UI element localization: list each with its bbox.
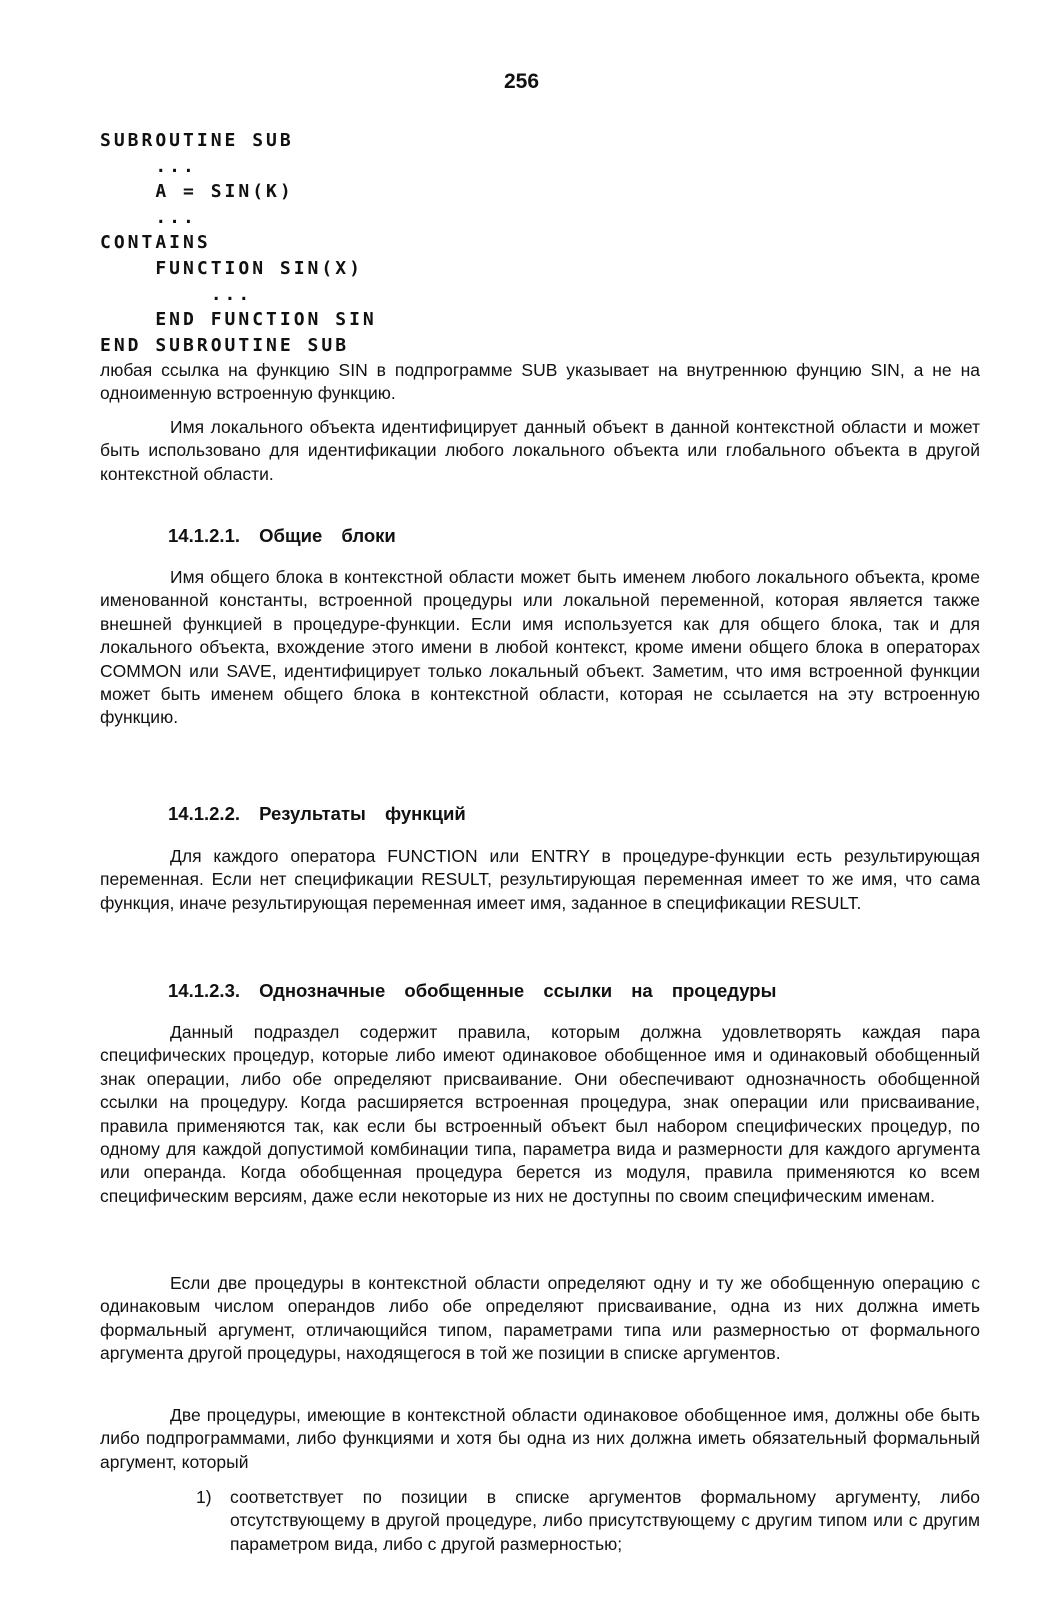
- paragraph-generic-rules: Данный подраздел содержит правила, которым должна удовлетворять каждая пара специфических процедур, которые либо имеют одинаковое обобщенное имя и одинаковый обобщенный знак операции, либо обе определяют присваивание. Они обеспечивают однозначность обобщенной ссылки на процедуру. Когда расширяется встроенная процедура, знак операции или присваивание, правила применяются так, как если бы встроенный объект был набором специфических процедур, по одному для каждой допустимой комбинации типа, параметра вида и размерности для каждого аргумента или операнда. Когда обобщенная процедура берется из модуля, правила применяются ко всем специфическим версиям, даже если некоторые из них не доступны по своим специфическим именам.: [100, 1022, 980, 1206]
- paragraph-generic-names: Две процедуры, имеющие в контекстной области одинаковое обобщенное имя, должны обе быть либо подпрограммами, либо функциями и хотя бы одна из них должна иметь обязательный формальный аргумент, который: [100, 1405, 980, 1472]
- code-line: END SUBROUTINE SUB: [100, 334, 350, 356]
- code-line: A = SIN(K): [100, 181, 294, 203]
- paragraph-function-results: Для каждого оператора FUNCTION или ENTRY в процедуре-функции есть результирующая переменная. Если нет спецификации RESULT, результирующая переменная имеет то же имя, что сама функция, иначе результирующая переменная имеет имя, заданное в спецификации RESULT.: [100, 846, 980, 913]
- list-item-number: 1): [196, 1487, 212, 1507]
- page-number: 256: [503, 70, 540, 93]
- list-item-text: соответствует по позиции в списке аргументов формальному аргументу, либо отсутствующему в другой процедуре, либо присутствующему с другим типом или с другим параметром вида, либо с другой размерностью;: [230, 1487, 980, 1554]
- code-line: ...: [100, 283, 253, 305]
- section-heading-generic-references: 14.1.2.3. Однозначные обобщенные ссылки на процедуры: [168, 980, 777, 1001]
- section-heading-function-results: 14.1.2.2. Результаты функций: [168, 803, 466, 824]
- code-listing: [100, 128, 377, 358]
- code-line: ...: [100, 155, 197, 177]
- code-line: FUNCTION SIN(X): [100, 257, 363, 279]
- section-heading-common-blocks: 14.1.2.1. Общие блоки: [168, 525, 396, 546]
- list-item: [100, 1486, 980, 1580]
- code-line: ...: [100, 206, 197, 228]
- code-line: END FUNCTION SIN: [100, 309, 377, 331]
- paragraph-common-blocks: Имя общего блока в контекстной области может быть именем любого локального объекта, кроме именованной константы, встроенной процедуры или локальной переменной, которая является также внешней функцией в процедуре-функции. Если имя используется как для общего блока, так и для локального объекта, вхождение этого имени в любой контекст, кроме имени общего блока в операторах COMMON или SAVE, идентифицирует только локальный объект. Заметим, что имя встроенной функции может быть именем общего блока в контекстной области, которая не ссылается на эту встроенную функцию.: [100, 567, 980, 728]
- code-line: CONTAINS: [100, 232, 211, 254]
- paragraph-generic-operations: Если две процедуры в контекстной области определяют одну и ту же обобщенную операцию с одинаковым числом операндов либо обе определяют присваивание, одна из них должна иметь формальный аргумент, отличающийся типом, параметрами типа или размерностью от формального аргумента другой процедуры, находящегося в той же позиции в списке аргументов.: [100, 1273, 980, 1364]
- paragraph-sin-reference: любая ссылка на функцию SIN в подпрограмме SUB указывает на внутреннюю фунцию SIN, а не на одноименную встроенную функцию.: [100, 360, 980, 404]
- paragraph-local-object: Имя локального объекта идентифицирует данный объект в данной контекстной области и может быть использовано для идентификации любого локального объекта или глобального объекта в другой контекстной области.: [100, 417, 980, 484]
- code-line: SUBROUTINE SUB: [100, 130, 294, 151]
